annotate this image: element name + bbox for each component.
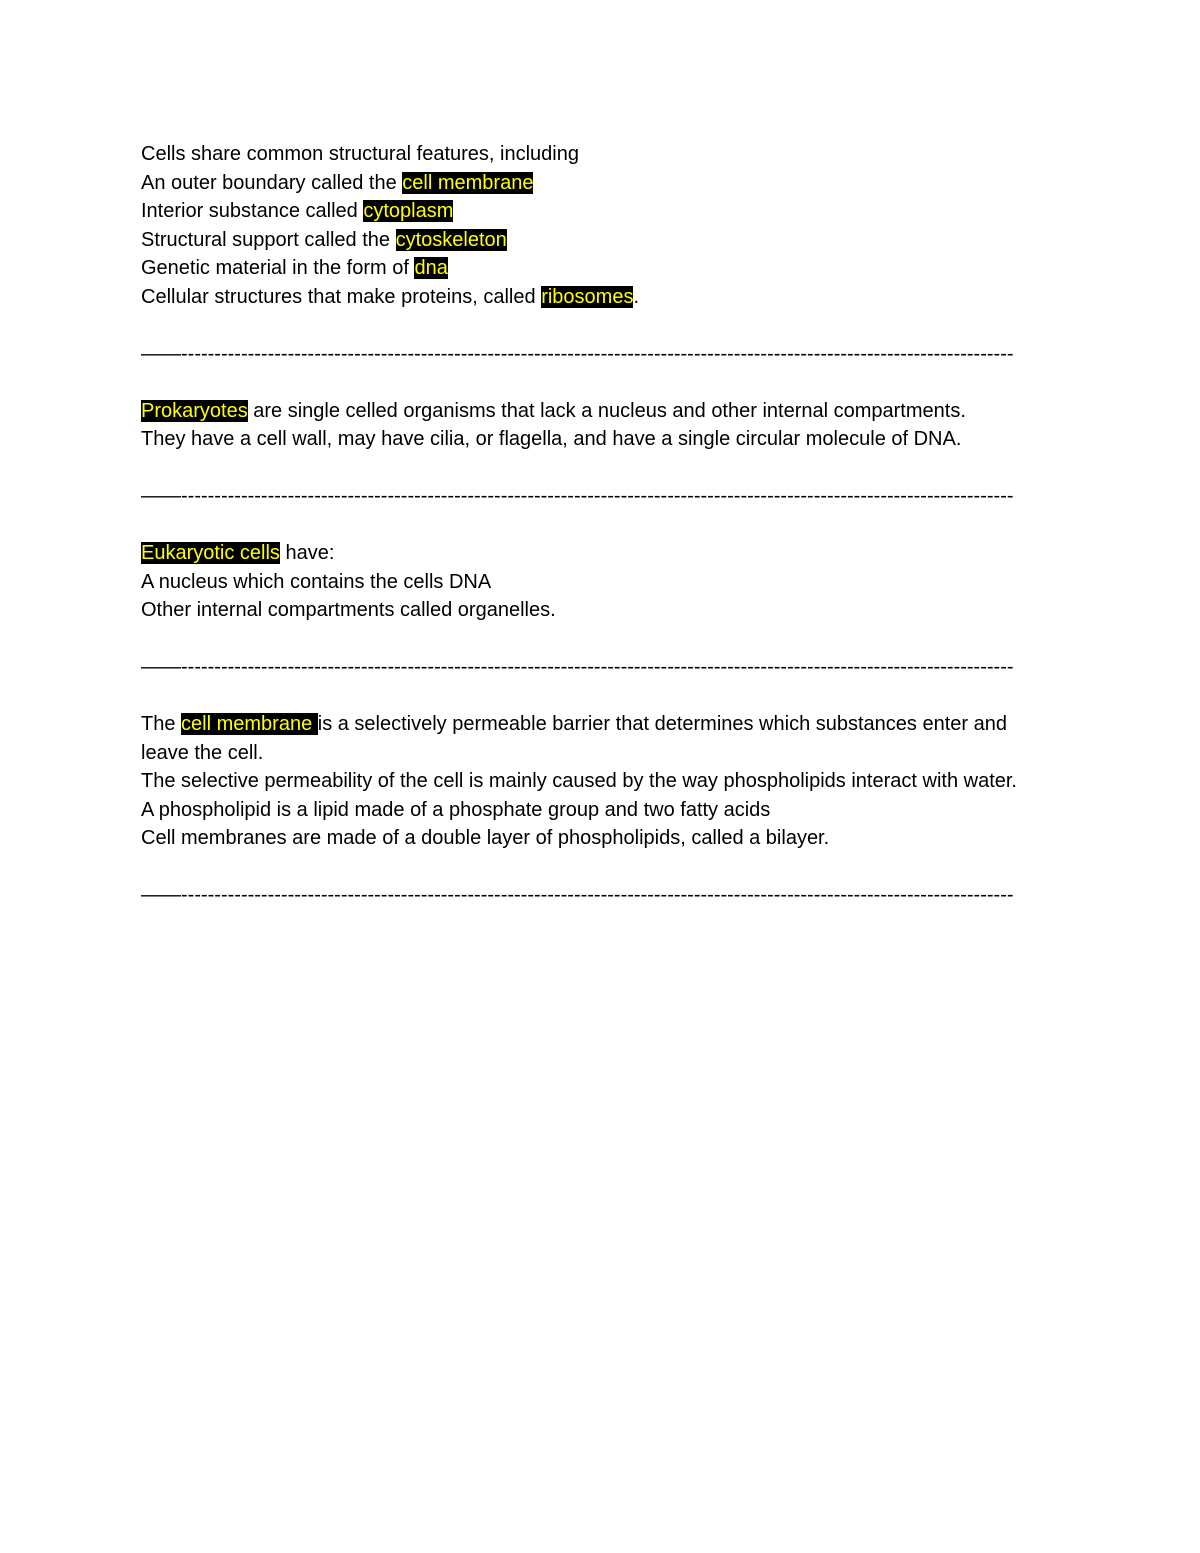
divider-line: ——----------------------------------------------------------------------------------------------------------------------------- bbox=[141, 485, 1014, 507]
highlighted-term: Eukaryotic cells bbox=[141, 542, 280, 564]
divider-line: ——----------------------------------------------------------------------------------------------------------------------------- bbox=[141, 342, 1014, 365]
highlighted-term: dna bbox=[414, 257, 448, 279]
section1-intro: Cells share common structural features, including bbox=[141, 143, 579, 165]
spacer bbox=[141, 511, 1053, 540]
eukaryotic-line bbox=[141, 539, 1053, 568]
feature-line-cytoskeleton bbox=[141, 226, 1053, 255]
spacer bbox=[141, 682, 1053, 711]
divider-line: ——----------------------------------------------------------------------------------------------------------------------------- bbox=[141, 656, 1014, 678]
highlighted-term: Prokaryotes bbox=[141, 399, 248, 422]
highlighted-term: ribosomes bbox=[541, 285, 634, 308]
bilayer-line: Cell membranes are made of a double layer of phospholipids, called a bilayer. bbox=[141, 827, 830, 849]
spacer bbox=[141, 853, 1053, 882]
eukaryotic-nucleus: A nucleus which contains the cells DNA bbox=[141, 570, 492, 593]
prokaryotes-line bbox=[141, 397, 1053, 426]
eukaryotic-organelles: Other internal compartments called organelles. bbox=[141, 599, 556, 621]
spacer bbox=[141, 311, 1053, 340]
feature-text-after: . bbox=[633, 285, 640, 308]
feature-line-dna bbox=[141, 254, 1053, 283]
cell-membrane-definition: is a selectively permeable barrier that determines which substances enter and leave the cell. bbox=[141, 713, 1007, 764]
spacer bbox=[141, 625, 1053, 654]
paragraph-lead: The bbox=[141, 713, 182, 735]
spacer bbox=[141, 368, 1053, 397]
highlighted-term: cytoplasm bbox=[363, 200, 454, 222]
phospholipid-line: A phospholipid is a lipid made of a phosphate group and two fatty acids bbox=[141, 798, 771, 821]
feature-text: Genetic material in the form of bbox=[141, 257, 415, 279]
feature-line-cytoplasm bbox=[141, 197, 1053, 226]
divider-line: ——----------------------------------------------------------------------------------------------------------------------------- bbox=[141, 884, 1014, 906]
highlighted-term: cell membrane bbox=[181, 713, 318, 735]
highlighted-term: cell membrane bbox=[402, 171, 534, 194]
feature-text: Cellular structures that make proteins, called bbox=[141, 285, 542, 308]
prokaryotes-definition: are single celled organisms that lack a nucleus and other internal compartments. bbox=[247, 399, 966, 422]
feature-text: Structural support called the bbox=[141, 228, 396, 251]
spacer bbox=[141, 454, 1053, 483]
feature-line-ribosomes bbox=[141, 283, 1053, 312]
selective-permeability-paragraph: The selective permeability of the cell is mainly caused by the way phospholipids interact with water. bbox=[141, 770, 1017, 792]
cell-membrane-paragraph bbox=[141, 710, 1053, 767]
document-page bbox=[141, 140, 1053, 910]
prokaryotes-detail: They have a cell wall, may have cilia, or flagella, and have a single circular molecule of DNA. bbox=[141, 428, 962, 450]
highlighted-term: cytoskeleton bbox=[395, 228, 507, 251]
feature-text: An outer boundary called the bbox=[141, 171, 403, 194]
eukaryotic-intro: have: bbox=[279, 542, 335, 564]
feature-line-cell-membrane bbox=[141, 169, 1053, 198]
feature-text: Interior substance called bbox=[141, 200, 364, 222]
